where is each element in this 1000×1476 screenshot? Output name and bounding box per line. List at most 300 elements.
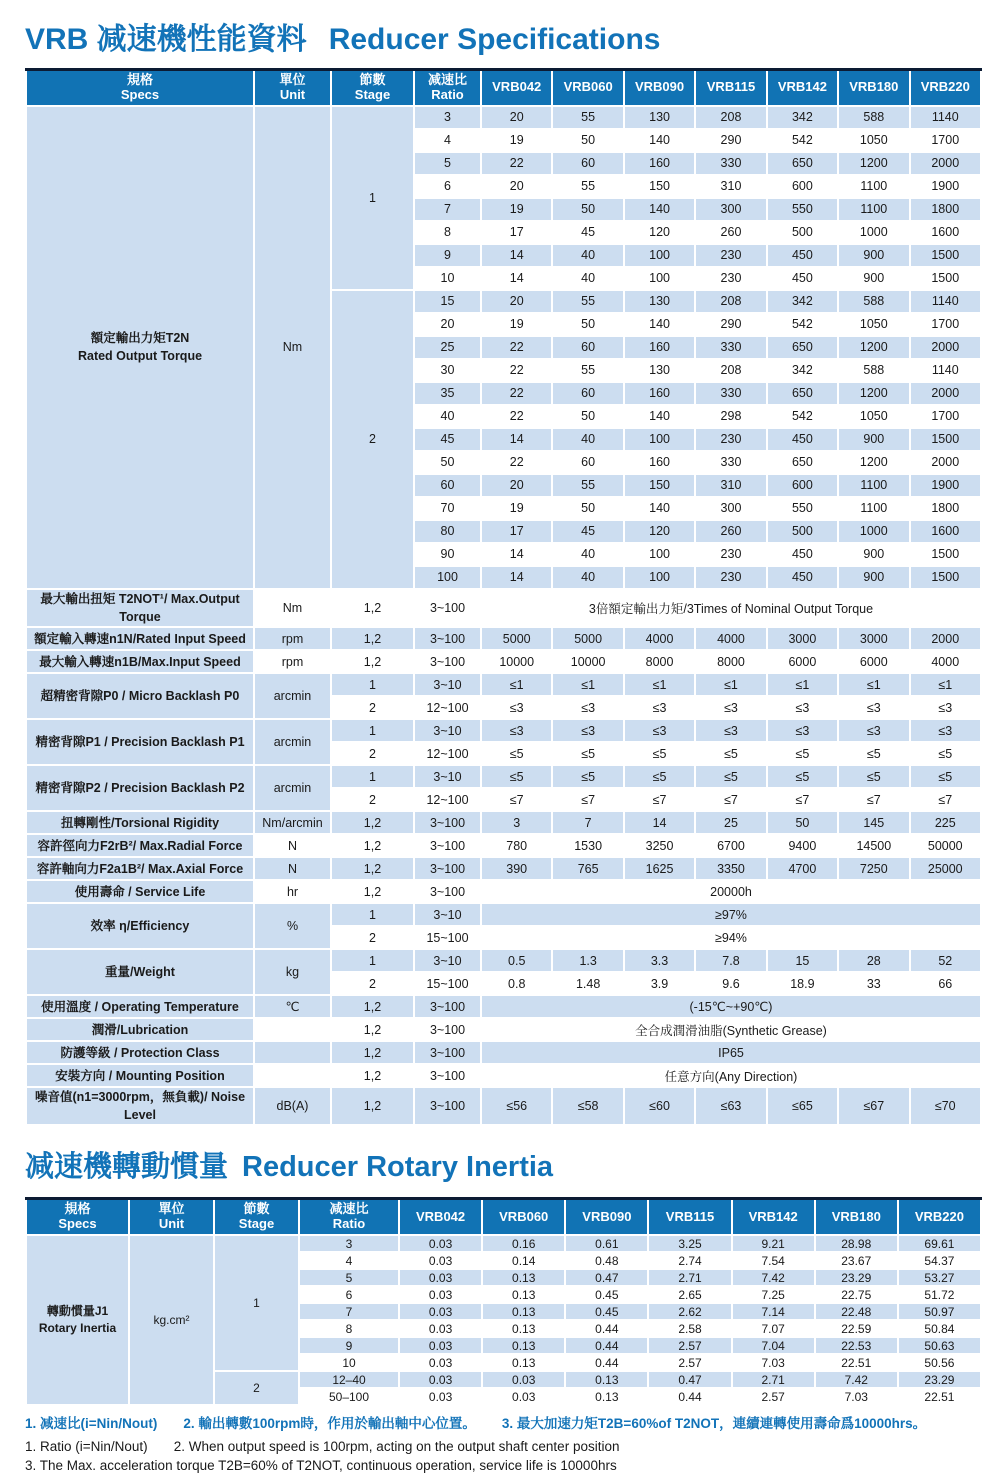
ratio-cell: 3~10 (414, 719, 481, 742)
value-cell: ≤7 (624, 788, 695, 811)
value-cell: 310 (695, 474, 766, 497)
stage-cell: 1,2 (331, 1087, 414, 1125)
value-cell: ≤3 (624, 719, 695, 742)
value-cell: 2.62 (648, 1303, 731, 1320)
value-cell: 1700 (910, 129, 981, 152)
ratio-cell: 10 (299, 1354, 399, 1371)
col-header-vrb180: VRB180 (815, 1199, 898, 1235)
stage-cell: 1,2 (331, 995, 414, 1018)
value-cell: 330 (695, 451, 766, 474)
value-cell: 45 (552, 520, 623, 543)
col-header-vrb142: VRB142 (767, 70, 838, 106)
unit-cell: % (254, 903, 331, 949)
value-cell: 3000 (767, 627, 838, 650)
ratio-cell: 3~100 (414, 1018, 481, 1041)
value-cell: 69.61 (898, 1235, 981, 1252)
unit-cell: rpm (254, 627, 331, 650)
value-cell: 208 (695, 290, 766, 313)
ratio-cell: 3~10 (414, 673, 481, 696)
value-cell: 23.29 (815, 1269, 898, 1286)
value-cell: 55 (552, 290, 623, 313)
value-cell: 3000 (838, 627, 909, 650)
value-cell: ≤3 (767, 719, 838, 742)
value-cell: 330 (695, 382, 766, 405)
ratio-cell: 15~100 (414, 972, 481, 995)
value-cell: ≤5 (910, 765, 981, 788)
value-cell: 1.3 (552, 949, 623, 972)
title-inertia-en: Reducer Rotary Inertia (242, 1151, 554, 1184)
ratio-cell: 3~100 (414, 811, 481, 834)
value-cell: 588 (838, 359, 909, 382)
value-cell: ≤3 (481, 696, 552, 719)
value-cell: 4000 (624, 627, 695, 650)
value-cell: 900 (838, 244, 909, 267)
ratio-cell: 3~100 (414, 1041, 481, 1064)
reducer-specifications-table (25, 68, 982, 1126)
value-cell: 22.51 (898, 1388, 981, 1405)
col-header-vrb060: VRB060 (482, 1199, 565, 1235)
spec-label: 使用壽命 / Service Life (26, 880, 254, 903)
value-cell: 40 (552, 244, 623, 267)
value-cell: ≤5 (481, 742, 552, 765)
value-cell: 40 (552, 543, 623, 566)
spec-label: 超精密背隙P0 / Micro Backlash P0 (26, 673, 254, 719)
value-cell: 20 (481, 106, 552, 129)
value-cell: 230 (695, 543, 766, 566)
ratio-cell: 3~100 (414, 627, 481, 650)
value-cell: ≤5 (695, 742, 766, 765)
ratio-cell: 15~100 (414, 926, 481, 949)
value-cell: 45 (552, 221, 623, 244)
value-cell: 2.71 (732, 1371, 815, 1388)
value-cell: 650 (767, 451, 838, 474)
ratio-cell: 4 (414, 129, 481, 152)
ratio-cell: 4 (299, 1252, 399, 1269)
unit-cell: N (254, 834, 331, 857)
span-value-cell: 20000h (481, 880, 981, 903)
value-cell: 6700 (695, 834, 766, 857)
value-cell: 14 (481, 244, 552, 267)
spec-label: 安裝方向 / Mounting Position (26, 1064, 254, 1087)
footnotes (25, 1414, 982, 1476)
value-cell: 18.9 (767, 972, 838, 995)
ratio-cell: 3~100 (414, 857, 481, 880)
value-cell: 10000 (552, 650, 623, 673)
value-cell: 1500 (910, 543, 981, 566)
ratio-cell: 6 (414, 175, 481, 198)
value-cell: 3 (481, 811, 552, 834)
ratio-cell: 3 (299, 1235, 399, 1252)
stage-cell: 1 (331, 673, 414, 696)
value-cell: 55 (552, 175, 623, 198)
stage-cell: 1,2 (331, 811, 414, 834)
ratio-cell: 7 (299, 1303, 399, 1320)
value-cell: 2.74 (648, 1252, 731, 1269)
value-cell: 100 (624, 244, 695, 267)
value-cell: ≤3 (552, 719, 623, 742)
value-cell: 14 (481, 543, 552, 566)
title-specifications-zh: VRB 减速機性能資料 (25, 23, 307, 56)
col-header-stage: 節數 Stage (214, 1199, 299, 1235)
ratio-cell: 3~100 (414, 650, 481, 673)
stage-cell: 1 (331, 949, 414, 972)
unit-cell: Nm (254, 589, 331, 627)
value-cell: 50.84 (898, 1320, 981, 1337)
spec-label: 潤滑/Lubrication (26, 1018, 254, 1041)
value-cell: 22.51 (815, 1354, 898, 1371)
value-cell: 0.13 (482, 1269, 565, 1286)
value-cell: 3.3 (624, 949, 695, 972)
span-value-cell: (-15℃~+90℃) (481, 995, 981, 1018)
value-cell: 17 (481, 520, 552, 543)
value-cell: 14500 (838, 834, 909, 857)
spec-label: 轉動慣量J1 Rotary Inertia (26, 1235, 129, 1405)
value-cell: 60 (552, 451, 623, 474)
ratio-cell: 3~10 (414, 949, 481, 972)
value-cell: 0.45 (565, 1303, 648, 1320)
footnote-zh-segment-1: 1. 减速比(i=Nin/Nout) (25, 1416, 158, 1432)
footnote-en-1 (25, 1437, 982, 1457)
inertia-table-header (26, 1199, 981, 1235)
ratio-cell: 3~10 (414, 903, 481, 926)
value-cell: 290 (695, 313, 766, 336)
value-cell: 2.65 (648, 1286, 731, 1303)
value-cell: 260 (695, 520, 766, 543)
value-cell: 650 (767, 382, 838, 405)
unit-cell: Nm (254, 106, 331, 589)
value-cell: 1700 (910, 405, 981, 428)
value-cell: 900 (838, 566, 909, 589)
value-cell: 54.37 (898, 1252, 981, 1269)
value-cell: 390 (481, 857, 552, 880)
value-cell: 0.44 (565, 1320, 648, 1337)
value-cell: 14 (481, 566, 552, 589)
value-cell: 0.13 (482, 1303, 565, 1320)
title-specifications-en: Reducer Specifications (328, 23, 661, 56)
ratio-cell: 3~100 (414, 1087, 481, 1125)
col-header-stage: 節數 Stage (331, 70, 414, 106)
stage-cell: 2 (331, 788, 414, 811)
col-header-vrb220: VRB220 (910, 70, 981, 106)
value-cell: 22.48 (815, 1303, 898, 1320)
unit-cell: ℃ (254, 995, 331, 1018)
value-cell: 19 (481, 129, 552, 152)
value-cell: ≤63 (695, 1087, 766, 1125)
value-cell: 3.9 (624, 972, 695, 995)
value-cell: 50 (552, 313, 623, 336)
footnote-en-segment-1: 1. Ratio (i=Nin/Nout) (25, 1438, 148, 1454)
value-cell: 14 (481, 428, 552, 451)
col-header-vrb060: VRB060 (552, 70, 623, 106)
value-cell: 7250 (838, 857, 909, 880)
value-cell: ≤3 (695, 696, 766, 719)
value-cell: ≤70 (910, 1087, 981, 1125)
unit-cell (254, 1064, 331, 1087)
value-cell: 0.03 (399, 1235, 482, 1252)
value-cell: ≤3 (910, 696, 981, 719)
value-cell: 900 (838, 428, 909, 451)
value-cell: 1100 (838, 198, 909, 221)
spec-label: 額定輸出力矩T2N Rated Output Torque (26, 106, 254, 589)
value-cell: ≤7 (838, 788, 909, 811)
value-cell: 6000 (767, 650, 838, 673)
value-cell: 500 (767, 520, 838, 543)
unit-cell: hr (254, 880, 331, 903)
value-cell: 342 (767, 106, 838, 129)
span-value-cell: 3倍額定輸出力矩/3Times of Nominal Output Torque (481, 589, 981, 627)
value-cell: 140 (624, 129, 695, 152)
value-cell: 4000 (695, 627, 766, 650)
value-cell: 7.25 (732, 1286, 815, 1303)
value-cell: ≤1 (910, 673, 981, 696)
value-cell: 8000 (624, 650, 695, 673)
value-cell: 0.5 (481, 949, 552, 972)
value-cell: 130 (624, 106, 695, 129)
value-cell: 4700 (767, 857, 838, 880)
value-cell: 1050 (838, 405, 909, 428)
stage-cell: 1 (331, 106, 414, 290)
ratio-cell: 10 (414, 267, 481, 290)
value-cell: 7.54 (732, 1252, 815, 1269)
value-cell: 1900 (910, 474, 981, 497)
value-cell: 0.13 (482, 1337, 565, 1354)
value-cell: 2000 (910, 336, 981, 359)
stage-cell: 1,2 (331, 834, 414, 857)
value-cell: 0.03 (482, 1388, 565, 1405)
value-cell: 330 (695, 152, 766, 175)
col-header-vrb090: VRB090 (565, 1199, 648, 1235)
value-cell: 120 (624, 221, 695, 244)
stage-cell: 1,2 (331, 1064, 414, 1087)
value-cell: 342 (767, 359, 838, 382)
value-cell: 780 (481, 834, 552, 857)
footnote-en-segment-2: 2. When output speed is 100rpm, acting on the output shaft center position (173, 1438, 620, 1454)
value-cell: 1500 (910, 267, 981, 290)
value-cell: 330 (695, 336, 766, 359)
stage-cell: 2 (331, 696, 414, 719)
value-cell: ≤60 (624, 1087, 695, 1125)
value-cell: 208 (695, 106, 766, 129)
stage-cell: 1 (331, 765, 414, 788)
ratio-cell: 6 (299, 1286, 399, 1303)
value-cell: 4000 (910, 650, 981, 673)
value-cell: 342 (767, 290, 838, 313)
value-cell: 50 (552, 198, 623, 221)
value-cell: 1200 (838, 152, 909, 175)
unit-cell (254, 1041, 331, 1064)
value-cell: 0.44 (565, 1354, 648, 1371)
value-cell: ≤65 (767, 1087, 838, 1125)
value-cell: ≤1 (481, 673, 552, 696)
ratio-cell: 90 (414, 543, 481, 566)
value-cell: 33 (838, 972, 909, 995)
unit-cell: Nm/arcmin (254, 811, 331, 834)
value-cell: 100 (624, 543, 695, 566)
spec-label: 容許徑向力F2rB²/ Max.Radial Force (26, 834, 254, 857)
value-cell: ≤5 (552, 765, 623, 788)
value-cell: 22.53 (815, 1337, 898, 1354)
value-cell: 0.03 (399, 1388, 482, 1405)
value-cell: 7.14 (732, 1303, 815, 1320)
ratio-cell: 5 (414, 152, 481, 175)
col-header-vrb042: VRB042 (399, 1199, 482, 1235)
value-cell: 140 (624, 313, 695, 336)
value-cell: 140 (624, 405, 695, 428)
value-cell: 55 (552, 359, 623, 382)
value-cell: 100 (624, 428, 695, 451)
value-cell: 1140 (910, 290, 981, 313)
value-cell: 1500 (910, 566, 981, 589)
value-cell: 230 (695, 267, 766, 290)
value-cell: 22.75 (815, 1286, 898, 1303)
value-cell: 25 (695, 811, 766, 834)
stage-cell: 1 (214, 1235, 299, 1371)
value-cell: 15 (767, 949, 838, 972)
ratio-cell: 8 (414, 221, 481, 244)
value-cell: 600 (767, 175, 838, 198)
value-cell: ≤7 (695, 788, 766, 811)
value-cell: 3.25 (648, 1235, 731, 1252)
value-cell: 25000 (910, 857, 981, 880)
unit-cell: kg.cm² (129, 1235, 214, 1405)
value-cell: 0.13 (482, 1354, 565, 1371)
span-value-cell: ≥97% (481, 903, 981, 926)
ratio-cell: 12~100 (414, 788, 481, 811)
value-cell: 2.71 (648, 1269, 731, 1286)
unit-cell (254, 1018, 331, 1041)
value-cell: ≤3 (695, 719, 766, 742)
value-cell: 20 (481, 175, 552, 198)
col-header-specs: 規格 Specs (26, 70, 254, 106)
spec-label: 精密背隙P2 / Precision Backlash P2 (26, 765, 254, 811)
value-cell: 7.04 (732, 1337, 815, 1354)
value-cell: 9.21 (732, 1235, 815, 1252)
unit-cell: N (254, 857, 331, 880)
value-cell: 300 (695, 198, 766, 221)
value-cell: ≤5 (624, 765, 695, 788)
value-cell: 290 (695, 129, 766, 152)
value-cell: 150 (624, 474, 695, 497)
value-cell: ≤5 (695, 765, 766, 788)
spec-label: 最大輸出扭矩 T2NOT¹/ Max.Output Torque (26, 589, 254, 627)
value-cell: 14 (624, 811, 695, 834)
ratio-cell: 80 (414, 520, 481, 543)
value-cell: 650 (767, 336, 838, 359)
value-cell: 23.29 (898, 1371, 981, 1388)
ratio-cell: 35 (414, 382, 481, 405)
col-header-vrb115: VRB115 (695, 70, 766, 106)
value-cell: 160 (624, 152, 695, 175)
value-cell: 765 (552, 857, 623, 880)
stage-cell: 1,2 (331, 627, 414, 650)
value-cell: 50000 (910, 834, 981, 857)
value-cell: ≤3 (552, 696, 623, 719)
unit-cell: arcmin (254, 765, 331, 811)
unit-cell: dB(A) (254, 1087, 331, 1125)
value-cell: 310 (695, 175, 766, 198)
value-cell: 1000 (838, 221, 909, 244)
ratio-cell: 3~100 (414, 589, 481, 627)
value-cell: 22 (481, 382, 552, 405)
value-cell: 230 (695, 428, 766, 451)
value-cell: 1200 (838, 382, 909, 405)
value-cell: ≤67 (838, 1087, 909, 1125)
value-cell: 1700 (910, 313, 981, 336)
value-cell: 0.03 (399, 1252, 482, 1269)
spec-label: 使用溫度 / Operating Temperature (26, 995, 254, 1018)
spec-table-body (26, 106, 981, 1126)
value-cell: 0.03 (482, 1371, 565, 1388)
spec-label: 防護等級 / Protection Class (26, 1041, 254, 1064)
ratio-cell: 3~100 (414, 1064, 481, 1087)
value-cell: 230 (695, 566, 766, 589)
col-header-vrb090: VRB090 (624, 70, 695, 106)
value-cell: 1100 (838, 175, 909, 198)
col-header-vrb042: VRB042 (481, 70, 552, 106)
value-cell: 22.59 (815, 1320, 898, 1337)
ratio-cell: 20 (414, 313, 481, 336)
value-cell: ≤3 (910, 719, 981, 742)
value-cell: 20 (481, 290, 552, 313)
value-cell: 66 (910, 972, 981, 995)
value-cell: 28.98 (815, 1235, 898, 1252)
value-cell: 0.16 (482, 1235, 565, 1252)
stage-cell: 1,2 (331, 880, 414, 903)
stage-cell: 1 (331, 719, 414, 742)
ratio-cell: 50 (414, 451, 481, 474)
value-cell: 6000 (838, 650, 909, 673)
stage-cell: 1,2 (331, 857, 414, 880)
value-cell: ≤7 (552, 788, 623, 811)
value-cell: 7.42 (815, 1371, 898, 1388)
value-cell: 100 (624, 267, 695, 290)
stage-cell: 1,2 (331, 1041, 414, 1064)
value-cell: 7.03 (815, 1388, 898, 1405)
value-cell: 55 (552, 106, 623, 129)
value-cell: 2.57 (732, 1388, 815, 1405)
title-inertia-zh: 减速機轉動慣量 (25, 1151, 229, 1184)
value-cell: ≤3 (624, 696, 695, 719)
footnote-en-2 (25, 1456, 982, 1476)
inertia-table-body (26, 1235, 981, 1405)
value-cell: 2000 (910, 451, 981, 474)
spec-label: 重量/Weight (26, 949, 254, 995)
ratio-cell: 3 (414, 106, 481, 129)
value-cell: ≤5 (624, 742, 695, 765)
ratio-cell: 9 (299, 1337, 399, 1354)
value-cell: 450 (767, 566, 838, 589)
value-cell: 145 (838, 811, 909, 834)
value-cell: 2000 (910, 152, 981, 175)
value-cell: 28 (838, 949, 909, 972)
value-cell: ≤5 (552, 742, 623, 765)
ratio-cell: 12~100 (414, 696, 481, 719)
value-cell: 450 (767, 543, 838, 566)
value-cell: 0.44 (648, 1388, 731, 1405)
value-cell: ≤58 (552, 1087, 623, 1125)
value-cell: 1900 (910, 175, 981, 198)
ratio-cell: 60 (414, 474, 481, 497)
value-cell: 542 (767, 129, 838, 152)
footnote-en-segment-1: 3. The Max. acceleration torque T2B=60% of T2NOT, continuous operation, service life is 10000hrs (25, 1458, 617, 1474)
value-cell: ≤7 (767, 788, 838, 811)
value-cell: ≤1 (552, 673, 623, 696)
value-cell: 450 (767, 244, 838, 267)
value-cell: 260 (695, 221, 766, 244)
value-cell: 1600 (910, 221, 981, 244)
spec-label: 容許軸向力F2a1B²/ Max.Axial Force (26, 857, 254, 880)
value-cell: 50.63 (898, 1337, 981, 1354)
